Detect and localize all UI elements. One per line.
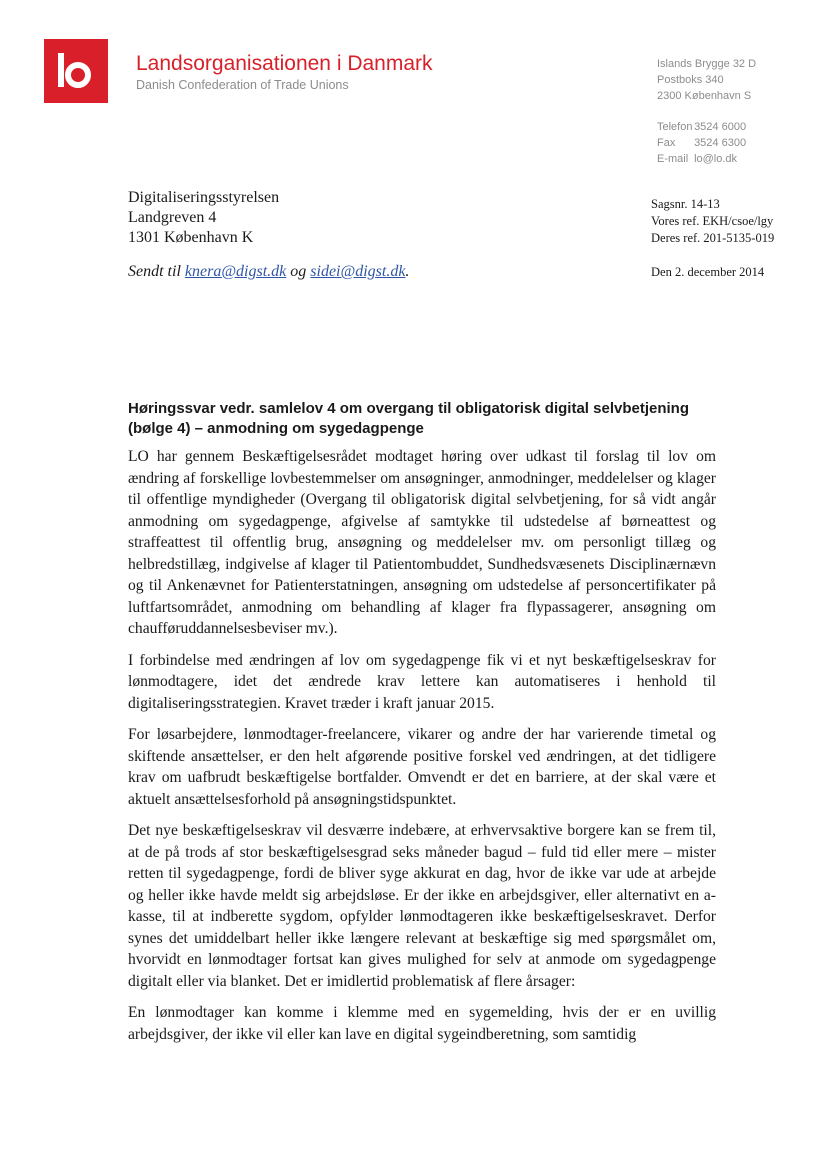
- heading-line: Høringssvar vedr. samlelov 4 om overgang til obligatorisk digital selvbetjening: [128, 400, 689, 417]
- lo-logo: [44, 39, 108, 103]
- sent-suffix: .: [405, 263, 410, 280]
- recipient-address: [128, 188, 279, 248]
- email-link-1[interactable]: knera@digst.dk: [184, 263, 287, 280]
- our-reference: Vores ref. EKH/csoe/lgy: [651, 214, 774, 228]
- sent-to-line: [128, 263, 409, 281]
- letter-body: [128, 446, 716, 1055]
- their-reference: Deres ref. 201-5135-019: [651, 231, 775, 245]
- phone-value: 3524 6000: [694, 121, 747, 133]
- body-paragraph: For løsarbejdere, lønmodtager-freelancere, vikarer og andre der har varierende timetal og skiftende ansættelser, er den helt afgørende positive forskel ved ændringen, at det tidligere krav om uafbrudt beskæftigelse bortfalder. Omvendt er det en barriere, at der skal være et aktuelt ansættelsesforhold på ansøgningstidspunktet.: [128, 726, 716, 808]
- body-paragraph: En lønmodtager kan komme i klemme med en sygemelding, hvis der er en uvillig arbejdsgiver, der ikke vil eller kan lave en digital sygeindberetning, som samtidig: [128, 1004, 716, 1043]
- heading-line: (bølge 4) – anmodning om sygedagpenge: [128, 420, 424, 437]
- recipient-line: Landgreven 4: [128, 209, 217, 226]
- email-link-2[interactable]: sidei@digst.dk: [310, 263, 406, 280]
- body-paragraph: Det nye beskæftigelseskrav vil desværre indebære, at erhvervsaktive borgere kan se frem til, at de på trods af stor beskæftigelsesgrad seks måneder bagud – fuld tid eller mere – mister retten til sygedagpenge, fordi de bliver syge akkurat en dag, hvor de ikke var ude at arbejde og heller ikke havde meldt sig arbejdsløse. Er der ikke en arbejdsgiver, eller alternativt en a-kasse, til at indberette sygdom, opfylder lønmodtageren ikke beskæftigelseskravet. Derfor synes det umiddelbart heller ikke længere relevant at beskæftige sig med spørgsmålet om, hvorvidt en lønmodtager fortsat kan gives mulighed for selv at anmode om sygedagpenge digitalt eller via blanket. Det er imidlertid problematisk af flere årsager:: [128, 822, 716, 990]
- reference-block: [651, 196, 774, 247]
- address-line: 2300 København S: [657, 90, 752, 102]
- email-value[interactable]: lo@lo.dk: [694, 153, 738, 165]
- letter-date: Den 2. december 2014: [651, 265, 765, 279]
- body-paragraph: LO har gennem Beskæftigelsesrådet modtaget høring over udkast til forslag til lov om ændring af forskellige lovbestemmelser om ansøgninger, anmodninger, meddelelser og klager til offentlige myndigheder (Overgang til obligatorisk digital selvbetjening, for så vidt angår anmodning om sygedagpenge, afgivelse af samtykke til udstedelse af børneattest og straffeattest til offentlig brug, ansøgning og meddelelser mv. om personligt tillæg og helbredstillæg, indgivelse af klager til Patientombuddet, Sundhedsvæsenets Disciplinærnævn og til Ankenævnet for Patienterstatningen, ansøgning om udstedelse af personcertifikater på luftfartsområdet, anmodning om behandling af klager fra flypassagerer, ansøgning om chaufføruddannelsesbeviser mv.).: [128, 448, 716, 637]
- recipient-line: Digitaliseringsstyrelsen: [128, 189, 280, 206]
- address-line: Postboks 340: [657, 74, 724, 86]
- email-row: [657, 151, 746, 167]
- case-number: Sagsnr. 14-13: [651, 197, 720, 211]
- lo-logo-mark: [44, 39, 108, 103]
- org-name-en: Danish Confederation of Trade Unions: [136, 78, 349, 92]
- sent-prefix: Sendt til: [128, 263, 185, 280]
- fax-value: 3524 6300: [694, 137, 747, 149]
- phone-row: [657, 119, 746, 135]
- body-paragraph: I forbindelse med ændringen af lov om sygedagpenge fik vi et nyt beskæftigelseskrav for lønmodtagere, idet det ændrede krav lettere kan automatiseres i henhold til digitaliseringsstrategien. Kravet træder i kraft januar 2015.: [128, 651, 716, 712]
- fax-label: Fax: [657, 137, 676, 149]
- recipient-line: 1301 København K: [128, 229, 254, 246]
- org-name: Landsorganisationen i Danmark: [136, 52, 433, 75]
- sent-mid: og: [286, 263, 311, 280]
- email-label: E-mail: [657, 153, 689, 165]
- fax-row: [657, 135, 746, 151]
- address-line: Islands Brygge 32 D: [657, 58, 757, 70]
- org-address: [657, 56, 756, 104]
- phone-label: Telefon: [657, 121, 693, 133]
- letter-heading: [128, 399, 718, 439]
- org-contact: [657, 119, 746, 167]
